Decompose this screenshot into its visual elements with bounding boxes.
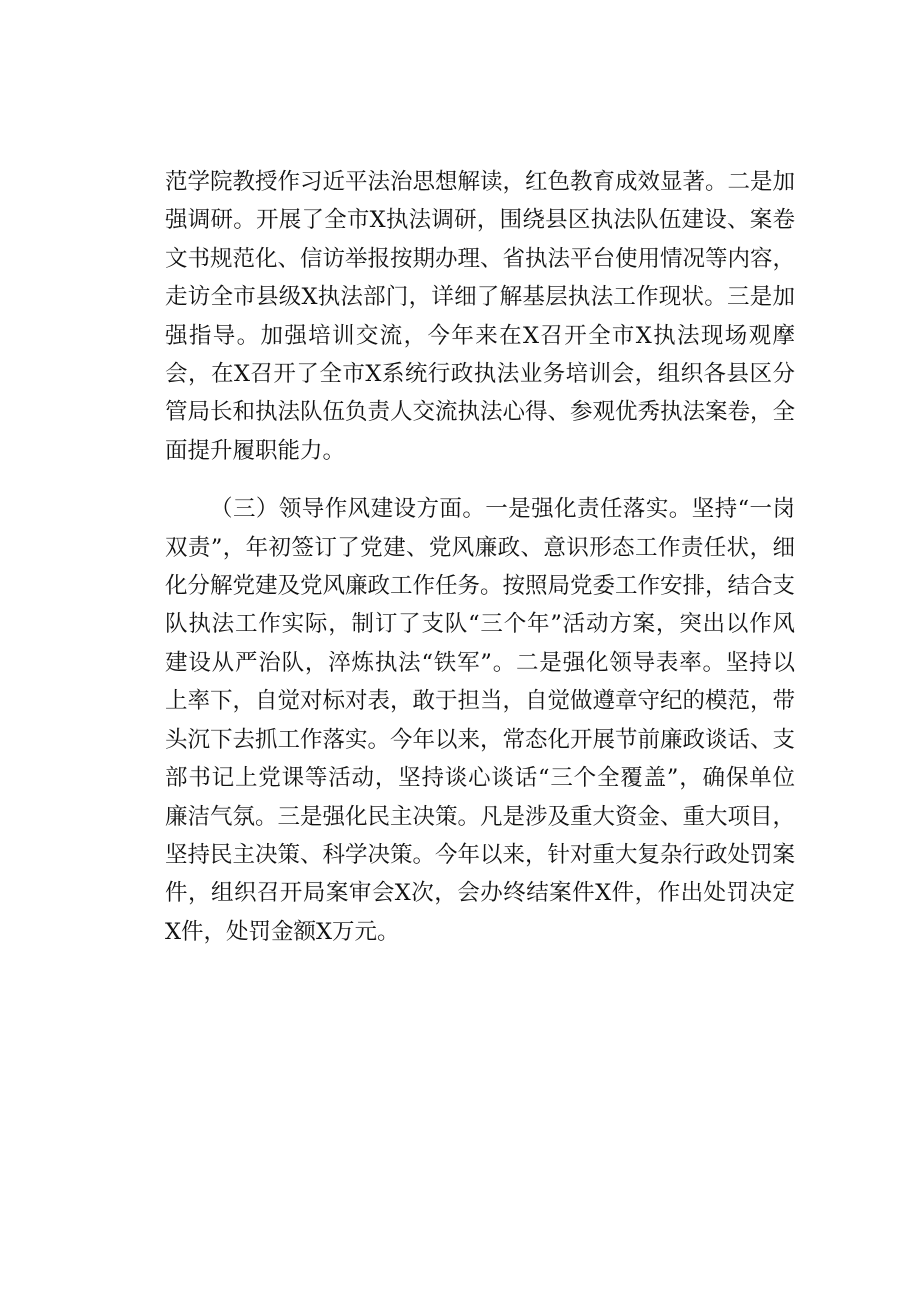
paragraph-section-3-leadership-style: （三）领导作风建设方面。一是强化责任落实。坚持“一岗双责”，年初签订了党建、党风廉政、意识形态工作责任状，细化分解党建及党风廉政工作任务。按照局党委工作安排，结合支队执法工作实际，制订了支队“三个年”活动方案，突出以作风建设从严治队，淬炼执法“铁军”。二是强化领导表率。坚持以上率下，自觉对标对表，敢于担当，自觉做遵章守纪的模范，带头沉下去抓工作落实。今年以来，常态化开展节前廉政谈话、支部书记上党课等活动，坚持谈心谈话“三个全覆盖”，确保单位廉洁气氛。三是强化民主决策。凡是涉及重大资金、重大项目，坚持民主决策、科学决策。今年以来，针对重大复杂行政处罚案件，组织召开局案审会X次，会办终结案件X件，作出处罚决定X件，处罚金额X万元。 xyxy=(165,496,796,945)
document-body xyxy=(165,163,795,951)
paragraph-continuation: 范学院教授作习近平法治思想解读，红色教育成效显著。二是加强调研。开展了全市X执法调研，围绕县区执法队伍建设、案卷文书规范化、信访举报按期办理、省执法平台使用情况等内容，走访全市县级X执法部门，详细了解基层执法工作现状。三是加强指导。加强培训交流，今年来在X召开全市X执法现场观摩会，在X召开了全市X系统行政执法业务培训会，组织各县区分管局长和执法队伍负责人交流执法心得、参观优秀执法案卷，全面提升履职能力。 xyxy=(165,169,796,464)
